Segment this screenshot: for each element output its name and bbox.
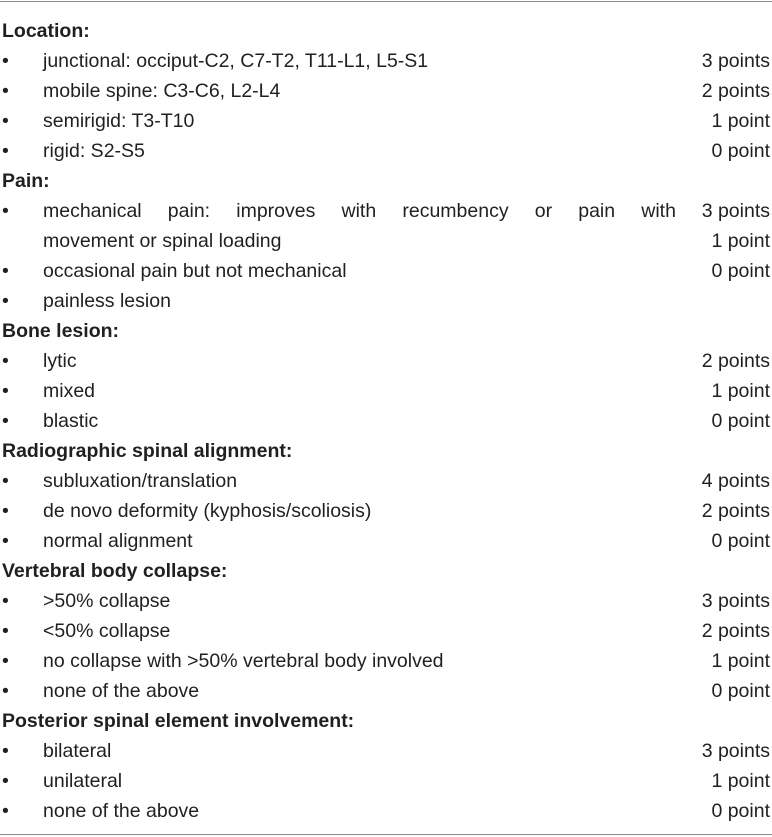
table-row	[0, 496, 772, 526]
table-row	[0, 106, 772, 136]
bullet: •	[2, 500, 9, 522]
table-row	[0, 406, 772, 436]
bullet: •	[2, 620, 9, 642]
points-value: 1 point	[711, 110, 770, 132]
table-row	[0, 76, 772, 106]
criterion-text: bilateral	[43, 740, 112, 762]
bullet: •	[2, 380, 9, 402]
points-value: 4 points	[701, 470, 770, 492]
points-value: 0 point	[711, 800, 770, 822]
criterion-text: de novo deformity (kyphosis/scoliosis)	[43, 500, 372, 522]
criterion-text: mobile spine: C3-C6, L2-L4	[43, 80, 281, 102]
criterion-word: pain	[578, 200, 616, 222]
table-row	[0, 346, 772, 376]
table-body	[0, 16, 772, 826]
bullet: •	[2, 410, 9, 432]
criterion-word: pain:	[167, 200, 211, 222]
bullet: •	[2, 800, 9, 822]
bullet: •	[2, 260, 9, 282]
criterion-text: no collapse with >50% vertebral body involved	[43, 650, 444, 672]
points-value: 1 point	[711, 650, 770, 672]
bullet: •	[2, 290, 9, 312]
table-row	[0, 256, 772, 286]
bullet: •	[2, 140, 9, 162]
points-value: 3 points	[701, 740, 770, 762]
criterion-word: improves	[236, 200, 316, 222]
points-value: 0 point	[711, 410, 770, 432]
points-value: 3 points	[701, 590, 770, 612]
table-row	[0, 376, 772, 406]
bullet: •	[2, 80, 9, 102]
criterion-text	[43, 196, 676, 226]
table-row	[0, 286, 772, 316]
points-value: 0 point	[711, 140, 770, 162]
bullet: •	[2, 770, 9, 792]
table-row	[0, 466, 772, 496]
bullet: •	[2, 350, 9, 372]
criterion-word: with	[341, 200, 377, 222]
criterion-text: subluxation/translation	[43, 470, 238, 492]
points-value: 2 points	[701, 80, 770, 102]
section-heading-bone-lesion: Bone lesion:	[2, 320, 120, 342]
bullet: •	[2, 470, 9, 492]
points-value: 2 points	[701, 500, 770, 522]
table-row	[0, 766, 772, 796]
table-row	[0, 736, 772, 766]
bullet: •	[2, 200, 9, 222]
criterion-word: or	[534, 200, 553, 222]
criterion-text: rigid: S2-S5	[43, 140, 145, 162]
section-heading-collapse: Vertebral body collapse:	[2, 560, 228, 582]
criterion-text: <50% collapse	[43, 620, 171, 642]
section-heading-location: Location:	[2, 20, 90, 42]
points-value: 0 point	[711, 680, 770, 702]
table-row	[0, 196, 772, 226]
points-value: 2 points	[701, 620, 770, 642]
bullet: •	[2, 530, 9, 552]
table-row	[0, 796, 772, 826]
table-row	[0, 226, 772, 256]
points-value: 1 point	[711, 230, 770, 252]
points-value: 2 points	[701, 350, 770, 372]
criterion-text: painless lesion	[43, 290, 171, 312]
criterion-text: junctional: occiput-C2, C7-T2, T11-L1, L5-S1	[43, 50, 429, 72]
criterion-text: none of the above	[43, 680, 200, 702]
table-row	[0, 646, 772, 676]
criterion-text: none of the above	[43, 800, 200, 822]
table-row	[0, 586, 772, 616]
bullet: •	[2, 650, 9, 672]
bullet: •	[2, 680, 9, 702]
points-value: 1 point	[711, 380, 770, 402]
section-heading-posterior: Posterior spinal element involvement:	[2, 710, 355, 732]
criterion-text: lytic	[43, 350, 77, 372]
criterion-text: normal alignment	[43, 530, 193, 552]
bullet: •	[2, 740, 9, 762]
criterion-text-continuation: movement or spinal loading	[43, 230, 282, 252]
points-value: 3 points	[701, 200, 770, 222]
bottom-rule	[0, 834, 772, 835]
criterion-word: mechanical	[43, 200, 142, 222]
table-row	[0, 616, 772, 646]
criterion-text: occasional pain but not mechanical	[43, 260, 347, 282]
criterion-text: unilateral	[43, 770, 123, 792]
table-row	[0, 526, 772, 556]
section-heading-pain: Pain:	[2, 170, 50, 192]
bullet: •	[2, 590, 9, 612]
criterion-text: >50% collapse	[43, 590, 171, 612]
top-rule	[0, 1, 772, 2]
points-value: 3 points	[701, 50, 770, 72]
criterion-text: semirigid: T3-T10	[43, 110, 195, 132]
bullet: •	[2, 110, 9, 132]
table-row	[0, 46, 772, 76]
bullet: •	[2, 50, 9, 72]
section-heading-alignment: Radiographic spinal alignment:	[2, 440, 293, 462]
table-row	[0, 136, 772, 166]
criterion-word: with	[641, 200, 676, 222]
table-row	[0, 676, 772, 706]
points-value: 0 point	[711, 260, 770, 282]
points-value: 1 point	[711, 770, 770, 792]
criterion-text: mixed	[43, 380, 96, 402]
criterion-word: recumbency	[402, 200, 509, 222]
points-value: 0 point	[711, 530, 770, 552]
criterion-text: blastic	[43, 410, 99, 432]
